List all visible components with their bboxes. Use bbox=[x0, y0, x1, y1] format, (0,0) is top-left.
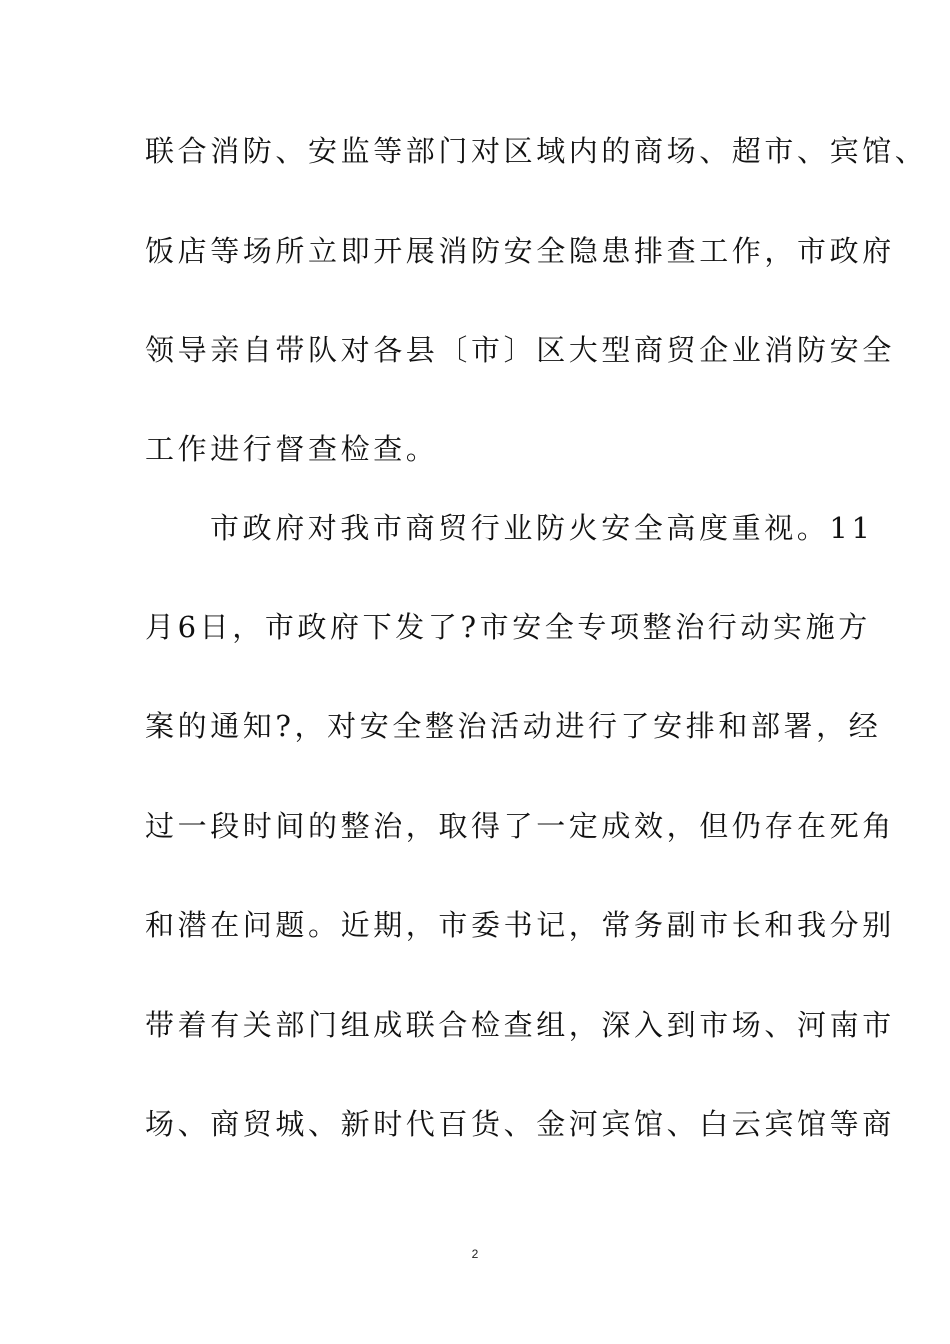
text-line: 场、商贸城、新时代百货、金河宾馆、白云宾馆等商 bbox=[145, 1107, 895, 1141]
text-line: 和潜在问题。近期，市委书记，常务副市长和我分别 bbox=[145, 908, 895, 942]
text-line: 领导亲自带队对各县〔市〕区大型商贸企业消防安全 bbox=[145, 333, 895, 367]
text-line: 饭店等场所立即开展消防安全隐患排查工作，市政府 bbox=[145, 234, 895, 268]
text-line: 过一段时间的整治，取得了一定成效，但仍存在死角 bbox=[145, 809, 895, 843]
page-number: 2 bbox=[471, 1247, 479, 1261]
paragraph-first-line: 市政府对我市商贸行业防火安全高度重视。11 bbox=[210, 511, 874, 545]
text-line: 联合消防、安监等部门对区域内的商场、超市、宾馆、 bbox=[145, 134, 928, 168]
text-line: 带着有关部门组成联合检查组，深入到市场、河南市 bbox=[145, 1008, 895, 1042]
text-line: 月6日，市政府下发了?市安全专项整治行动实施方 bbox=[145, 610, 871, 644]
text-line: 工作进行督查检查。 bbox=[145, 432, 439, 466]
text-line: 案的通知?，对安全整治活动进行了安排和部署，经 bbox=[145, 709, 882, 743]
